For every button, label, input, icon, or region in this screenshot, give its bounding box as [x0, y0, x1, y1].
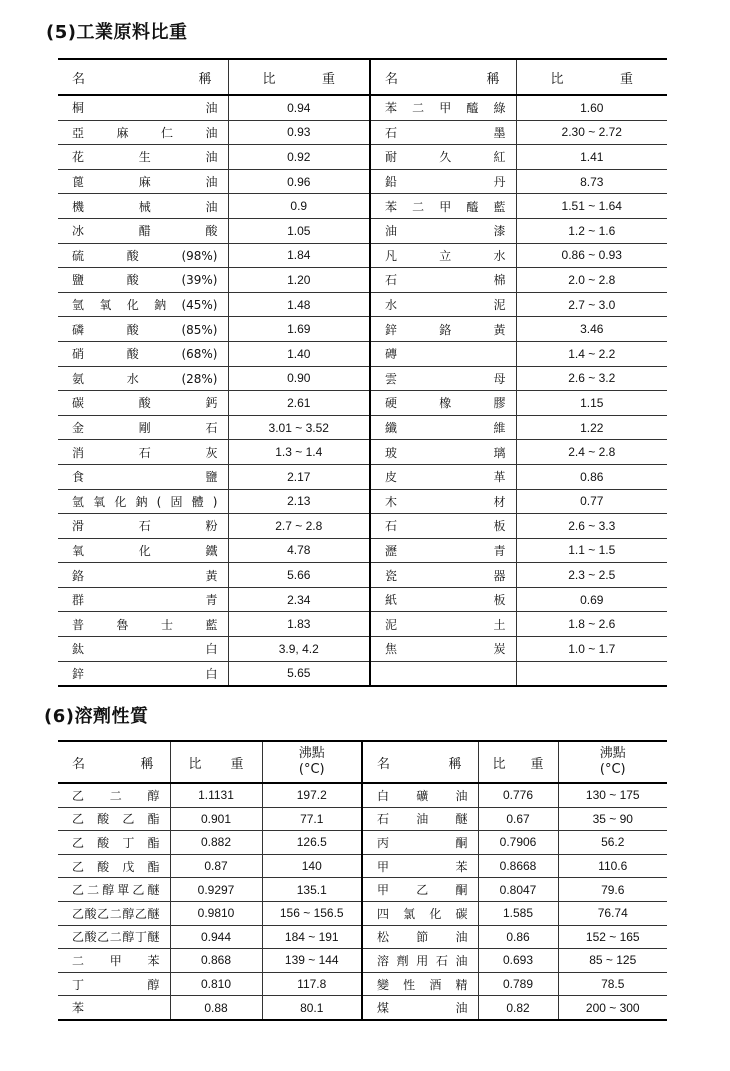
material-name: 食鹽 — [58, 464, 228, 489]
table-row — [58, 464, 667, 489]
specific-gravity: 2.7 ~ 3.0 — [516, 292, 667, 317]
specific-gravity: 1.1 ~ 1.5 — [516, 538, 667, 563]
specific-gravity: 0.94 — [228, 95, 370, 120]
specific-gravity: 2.3 ~ 2.5 — [516, 563, 667, 588]
material-name: 磚 — [370, 341, 516, 366]
specific-gravity: 2.7 ~ 2.8 — [228, 514, 370, 539]
material-name: 石墨 — [370, 120, 516, 145]
specific-gravity: 1.0 ~ 1.7 — [516, 637, 667, 662]
specific-gravity: 2.30 ~ 2.72 — [516, 120, 667, 145]
specific-gravity: 1.60 — [516, 95, 667, 120]
specific-gravity: 0.944 — [170, 925, 262, 949]
solvent-name: 甲乙酮 — [362, 878, 478, 902]
material-name — [370, 661, 516, 686]
material-name: 凡立水 — [370, 243, 516, 268]
specific-gravity: 0.810 — [170, 972, 262, 996]
material-name: 苯二甲醯綠 — [370, 95, 516, 120]
specific-gravity: 1.4 ~ 2.2 — [516, 341, 667, 366]
material-name: 蓖麻油 — [58, 169, 228, 194]
specific-gravity: 0.82 — [478, 996, 558, 1020]
material-name: 硬橡膠 — [370, 391, 516, 416]
specific-gravity: 2.0 ~ 2.8 — [516, 268, 667, 293]
table-row — [58, 563, 667, 588]
solvent-name: 白礦油 — [362, 783, 478, 807]
header-bp-unit: (°C) — [599, 762, 626, 777]
material-name: 磷酸(85%) — [58, 317, 228, 342]
table-row — [58, 972, 667, 996]
specific-gravity: 1.8 ~ 2.6 — [516, 612, 667, 637]
specific-gravity: 0.96 — [228, 169, 370, 194]
material-name: 群青 — [58, 587, 228, 612]
material-name: 耐久紅 — [370, 145, 516, 170]
specific-gravity: 1.51 ~ 1.64 — [516, 194, 667, 219]
boiling-point: 140 — [262, 854, 362, 878]
table-row — [58, 194, 667, 219]
solvent-name: 乙酸乙酯 — [58, 807, 170, 831]
header-bp-left — [262, 741, 362, 783]
specific-gravity: 1.3 ~ 1.4 — [228, 440, 370, 465]
specific-gravity: 1.22 — [516, 415, 667, 440]
specific-gravity: 0.9297 — [170, 878, 262, 902]
header-name-left: 名稱 — [58, 741, 170, 783]
material-name: 滑石粉 — [58, 514, 228, 539]
table-row — [58, 783, 667, 807]
table-row — [58, 243, 667, 268]
specific-gravity: 1.69 — [228, 317, 370, 342]
material-name: 金剛石 — [58, 415, 228, 440]
header-name-right: 名稱 — [362, 741, 478, 783]
boiling-point: 78.5 — [558, 972, 667, 996]
table-row — [58, 268, 667, 293]
table-row — [58, 637, 667, 662]
material-name: 石棉 — [370, 268, 516, 293]
boiling-point: 152 ~ 165 — [558, 925, 667, 949]
specific-gravity: 2.34 — [228, 587, 370, 612]
header-bp-unit: (°C) — [298, 762, 325, 777]
table-row — [58, 415, 667, 440]
boiling-point: 35 ~ 90 — [558, 807, 667, 831]
specific-gravity: 1.05 — [228, 218, 370, 243]
boiling-point: 126.5 — [262, 831, 362, 855]
specific-gravity: 2.6 ~ 3.3 — [516, 514, 667, 539]
specific-gravity: 1.48 — [228, 292, 370, 317]
specific-gravity: 5.65 — [228, 661, 370, 686]
specific-gravity: 5.66 — [228, 563, 370, 588]
material-name: 鉻黃 — [58, 563, 228, 588]
specific-gravity: 0.69 — [516, 587, 667, 612]
table-row — [58, 120, 667, 145]
material-name: 普魯士藍 — [58, 612, 228, 637]
table-row — [58, 612, 667, 637]
specific-gravity: 3.9, 4.2 — [228, 637, 370, 662]
material-name: 鋅白 — [58, 661, 228, 686]
specific-gravity: 1.40 — [228, 341, 370, 366]
specific-gravity: 0.88 — [170, 996, 262, 1020]
header-sg-left: 比重 — [170, 741, 262, 783]
specific-gravity: 0.86 — [516, 464, 667, 489]
specific-gravity: 0.882 — [170, 831, 262, 855]
table-row — [58, 292, 667, 317]
solvent-name: 松節油 — [362, 925, 478, 949]
specific-gravity: 0.9810 — [170, 901, 262, 925]
material-name: 冰醋酸 — [58, 218, 228, 243]
table-header-row — [58, 59, 667, 95]
specific-gravity — [516, 661, 667, 686]
material-name: 雲母 — [370, 366, 516, 391]
material-name: 亞麻仁油 — [58, 120, 228, 145]
table-row — [58, 489, 667, 514]
boiling-point: 79.6 — [558, 878, 667, 902]
material-name: 玻璃 — [370, 440, 516, 465]
specific-gravity: 0.86 — [478, 925, 558, 949]
header-sg-right: 比重 — [516, 59, 667, 95]
solvent-name: 變性酒精 — [362, 972, 478, 996]
boiling-point: 110.6 — [558, 854, 667, 878]
specific-gravity: 1.41 — [516, 145, 667, 170]
material-name: 花生油 — [58, 145, 228, 170]
table-row — [58, 996, 667, 1020]
specific-gravity: 2.6 ~ 3.2 — [516, 366, 667, 391]
solvent-name: 乙酸乙二醇乙醚 — [58, 901, 170, 925]
specific-gravity: 2.13 — [228, 489, 370, 514]
solvent-name: 乙酸乙二醇丁醚 — [58, 925, 170, 949]
table-body — [58, 95, 667, 686]
specific-gravity: 0.77 — [516, 489, 667, 514]
table-row — [58, 366, 667, 391]
material-name: 水泥 — [370, 292, 516, 317]
solvent-name: 丁醇 — [58, 972, 170, 996]
solvent-name: 四氯化碳 — [362, 901, 478, 925]
boiling-point: 80.1 — [262, 996, 362, 1020]
material-name: 皮革 — [370, 464, 516, 489]
table-row — [58, 831, 667, 855]
boiling-point: 156 ~ 156.5 — [262, 901, 362, 925]
table-body — [58, 783, 667, 1020]
solvent-name: 苯 — [58, 996, 170, 1020]
table-row — [58, 538, 667, 563]
specific-gravity: 0.789 — [478, 972, 558, 996]
material-name: 石板 — [370, 514, 516, 539]
solvent-name: 乙二醇單乙醚 — [58, 878, 170, 902]
specific-gravity: 1.2 ~ 1.6 — [516, 218, 667, 243]
material-name: 鋅鉻黃 — [370, 317, 516, 342]
boiling-point: 197.2 — [262, 783, 362, 807]
boiling-point: 76.74 — [558, 901, 667, 925]
solvent-name: 乙酸丁酯 — [58, 831, 170, 855]
table-row — [58, 391, 667, 416]
specific-gravity: 0.86 ~ 0.93 — [516, 243, 667, 268]
header-sg-left: 比重 — [228, 59, 370, 95]
material-name: 瀝青 — [370, 538, 516, 563]
specific-gravity: 0.8047 — [478, 878, 558, 902]
material-name: 鹽酸(39%) — [58, 268, 228, 293]
solvent-name: 石油醚 — [362, 807, 478, 831]
specific-gravity: 4.78 — [228, 538, 370, 563]
section-5-title: (5)工業原料比重 — [46, 22, 188, 43]
specific-gravity: 1.83 — [228, 612, 370, 637]
material-name: 鈦白 — [58, 637, 228, 662]
header-bp-label: 沸點 — [298, 746, 325, 761]
specific-gravity: 1.15 — [516, 391, 667, 416]
boiling-point: 200 ~ 300 — [558, 996, 667, 1020]
specific-gravity: 1.20 — [228, 268, 370, 293]
specific-gravity: 2.4 ~ 2.8 — [516, 440, 667, 465]
boiling-point: 85 ~ 125 — [558, 949, 667, 973]
table-row — [58, 807, 667, 831]
material-name: 瓷器 — [370, 563, 516, 588]
specific-gravity: 8.73 — [516, 169, 667, 194]
material-name: 氫氧化鈉(固體) — [58, 489, 228, 514]
specific-gravity: 0.90 — [228, 366, 370, 391]
table-row — [58, 218, 667, 243]
section-6-title: (6)溶劑性質 — [44, 706, 149, 727]
solvent-name: 乙二醇 — [58, 783, 170, 807]
material-name: 硫酸(98%) — [58, 243, 228, 268]
specific-gravity: 0.7906 — [478, 831, 558, 855]
solvent-properties-table — [58, 740, 667, 1021]
boiling-point: 77.1 — [262, 807, 362, 831]
boiling-point: 130 ~ 175 — [558, 783, 667, 807]
table-row — [58, 440, 667, 465]
table-row — [58, 854, 667, 878]
boiling-point: 135.1 — [262, 878, 362, 902]
specific-gravity: 1.84 — [228, 243, 370, 268]
specific-gravity: 0.92 — [228, 145, 370, 170]
specific-gravity: 3.01 ~ 3.52 — [228, 415, 370, 440]
solvent-name: 乙酸戊酯 — [58, 854, 170, 878]
boiling-point: 184 ~ 191 — [262, 925, 362, 949]
table-header-row — [58, 741, 667, 783]
solvent-name: 二甲苯 — [58, 949, 170, 973]
specific-gravity: 0.9 — [228, 194, 370, 219]
solvent-name: 煤油 — [362, 996, 478, 1020]
table-row — [58, 949, 667, 973]
material-name: 機械油 — [58, 194, 228, 219]
boiling-point: 56.2 — [558, 831, 667, 855]
header-name-left: 名稱 — [58, 59, 228, 95]
specific-gravity: 2.17 — [228, 464, 370, 489]
header-bp-right — [558, 741, 667, 783]
material-name: 木材 — [370, 489, 516, 514]
header-bp-label: 沸點 — [599, 746, 626, 761]
material-name: 消石灰 — [58, 440, 228, 465]
table-row — [58, 661, 667, 686]
table-row — [58, 95, 667, 120]
material-name: 氫氧化鈉(45%) — [58, 292, 228, 317]
solvent-name: 溶劑用石油 — [362, 949, 478, 973]
header-sg-right: 比重 — [478, 741, 558, 783]
solvent-name: 甲苯 — [362, 854, 478, 878]
boiling-point: 117.8 — [262, 972, 362, 996]
specific-gravity: 0.8668 — [478, 854, 558, 878]
material-name: 泥土 — [370, 612, 516, 637]
specific-gravity: 0.901 — [170, 807, 262, 831]
specific-gravity: 1.1131 — [170, 783, 262, 807]
material-name: 纖維 — [370, 415, 516, 440]
table-row — [58, 925, 667, 949]
material-name: 氨水(28%) — [58, 366, 228, 391]
material-name: 硝酸(68%) — [58, 341, 228, 366]
specific-gravity: 0.67 — [478, 807, 558, 831]
table-row — [58, 317, 667, 342]
table-row — [58, 514, 667, 539]
material-name: 桐油 — [58, 95, 228, 120]
specific-gravity: 0.868 — [170, 949, 262, 973]
material-name: 碳酸鈣 — [58, 391, 228, 416]
industrial-materials-sg-table — [58, 58, 667, 687]
solvent-name: 丙酮 — [362, 831, 478, 855]
specific-gravity: 0.93 — [228, 120, 370, 145]
table-row — [58, 587, 667, 612]
table-row — [58, 878, 667, 902]
material-name: 油漆 — [370, 218, 516, 243]
table-row — [58, 169, 667, 194]
specific-gravity: 0.776 — [478, 783, 558, 807]
material-name: 焦炭 — [370, 637, 516, 662]
material-name: 氧化鐵 — [58, 538, 228, 563]
material-name: 苯二甲醯藍 — [370, 194, 516, 219]
material-name: 紙板 — [370, 587, 516, 612]
boiling-point: 139 ~ 144 — [262, 949, 362, 973]
table-row — [58, 145, 667, 170]
specific-gravity: 2.61 — [228, 391, 370, 416]
material-name: 鉛丹 — [370, 169, 516, 194]
header-name-right: 名稱 — [370, 59, 516, 95]
specific-gravity: 1.585 — [478, 901, 558, 925]
specific-gravity: 0.87 — [170, 854, 262, 878]
table-row — [58, 341, 667, 366]
table-row — [58, 901, 667, 925]
specific-gravity: 3.46 — [516, 317, 667, 342]
specific-gravity: 0.693 — [478, 949, 558, 973]
